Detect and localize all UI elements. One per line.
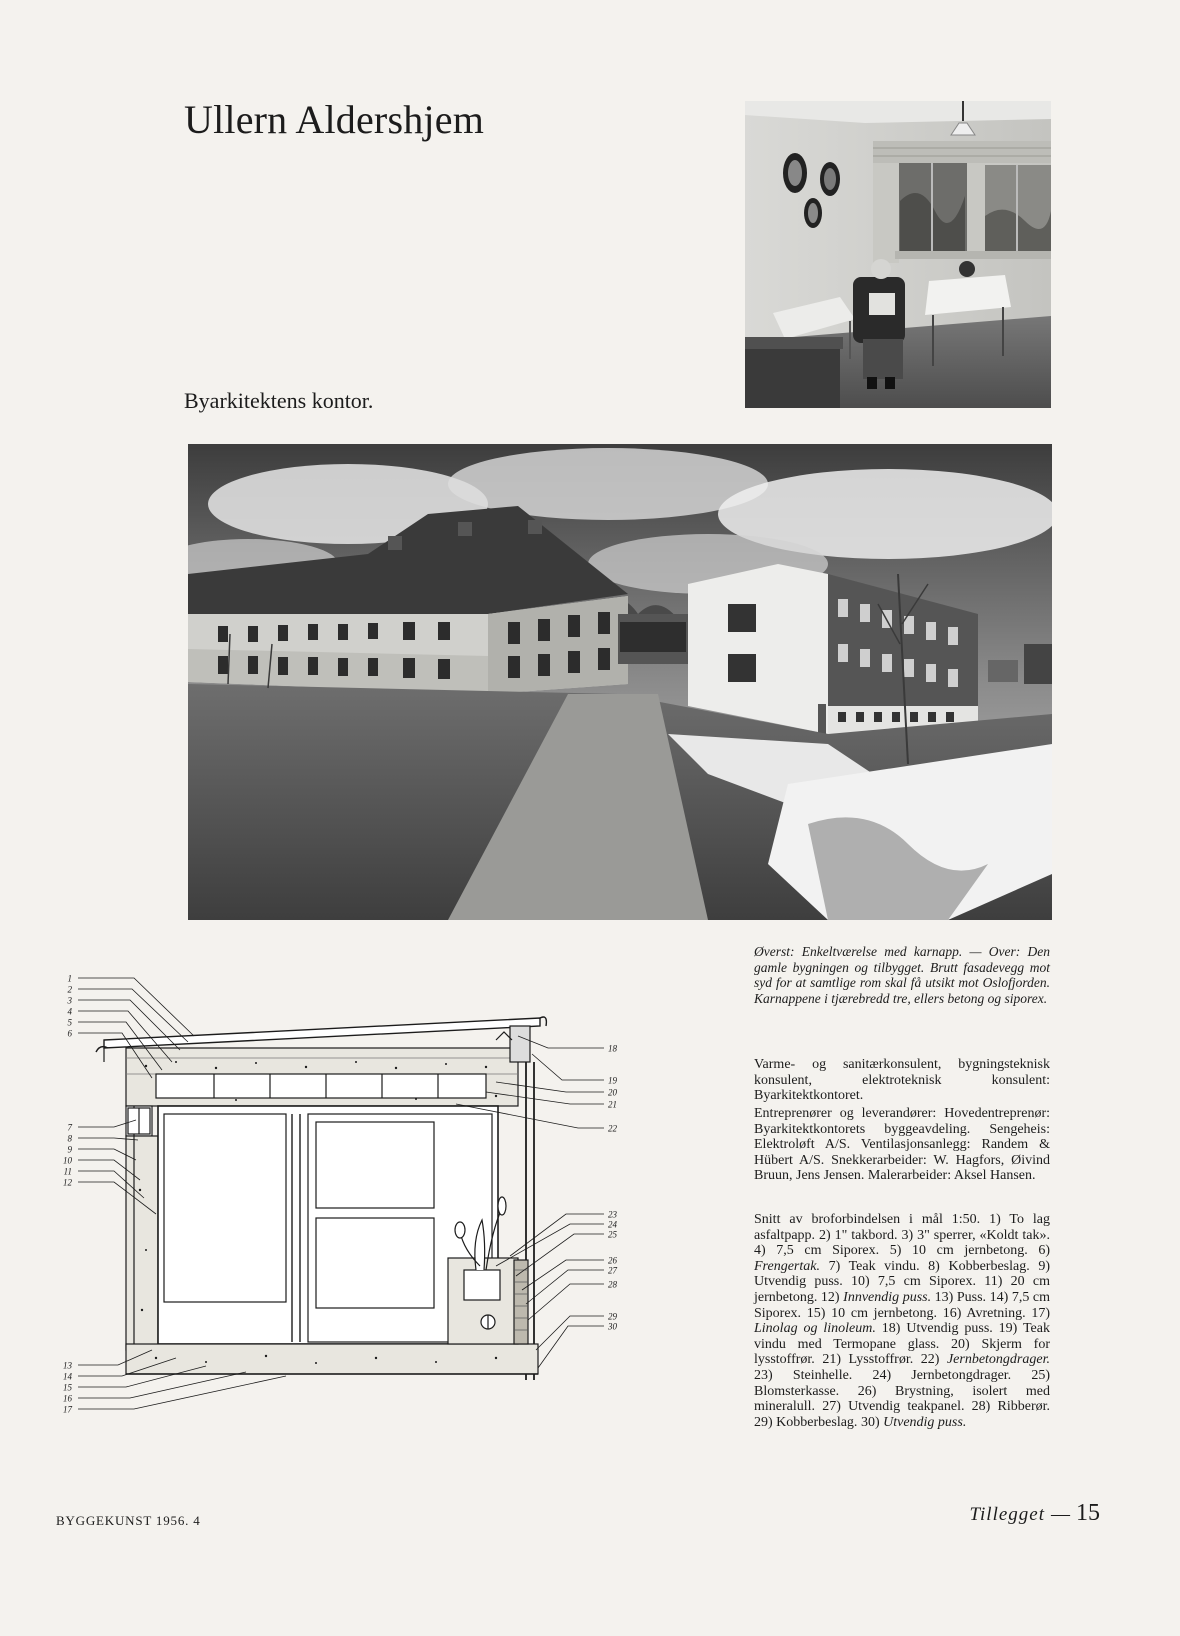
page-footer xyxy=(970,1500,1101,1527)
section-note-number: 22) xyxy=(913,1352,947,1368)
architect-credit: Byarkitektens kontor. xyxy=(184,388,374,413)
section-note-number: 16) xyxy=(937,1305,967,1321)
section-note-item xyxy=(843,1274,976,1289)
section-note-text: 1" takbord. xyxy=(834,1227,898,1243)
section-note-text: 7,5 cm Siporex. xyxy=(776,1243,880,1259)
section-note-number: 17) xyxy=(1025,1305,1050,1321)
drawing-label: 16 xyxy=(63,1393,72,1404)
section-note-item xyxy=(857,1415,966,1430)
page-title: Ullern Aldershjem xyxy=(184,97,485,142)
section-notes-items xyxy=(754,1212,1050,1430)
drawing-label: 28 xyxy=(608,1279,617,1290)
section-note-number: 9) xyxy=(1029,1258,1050,1274)
section-note-text: 7,5 cm Siporex. xyxy=(877,1274,977,1290)
section-note-text: Teak vindu med Termopane glass. xyxy=(754,1321,1050,1352)
section-note-number: 11) xyxy=(976,1274,1011,1290)
section-note-item xyxy=(920,1259,1030,1274)
section-note-text: 7,5 cm Siporex. xyxy=(754,1289,1050,1321)
photo-caption: Øverst: Enkeltværelse med karnapp. — Over: Den gamle bygningen og tilbygget. Brutt fasadevegg mot syd for at samtlige rom skal få utsikt mot Oslofjorden. Karnappene i tjærebredd tre, ellers betong og siporex. xyxy=(754,944,1050,1006)
section-note-text: 20 cm jernbetong. xyxy=(754,1274,1050,1305)
section-note-number: 8) xyxy=(919,1258,949,1274)
section-notes-paragraph xyxy=(754,1212,1050,1430)
section-note-item xyxy=(815,1228,898,1243)
section-note-number: 1) xyxy=(989,1212,1010,1227)
drawing-label: 21 xyxy=(608,1099,617,1110)
room-photo xyxy=(745,101,1051,408)
drawing-label: 11 xyxy=(63,1166,72,1177)
section-note-number: 19) xyxy=(992,1321,1023,1337)
section-note-text: Avretning. xyxy=(966,1305,1026,1321)
drawing-label: 1 xyxy=(67,973,72,984)
section-drawing xyxy=(56,970,626,1450)
section-notes xyxy=(754,1212,1050,1430)
drawing-label: 10 xyxy=(63,1155,72,1166)
drawing-label: 15 xyxy=(63,1382,72,1393)
section-note-item xyxy=(815,1399,964,1414)
drawing-label: 25 xyxy=(608,1229,617,1240)
section-note-text: 10 cm jernbetong. xyxy=(912,1243,1028,1259)
drawing-label: 12 xyxy=(63,1177,72,1188)
section-note-text: 10 cm jernbetong. xyxy=(831,1305,938,1321)
section-note-item xyxy=(815,1352,913,1367)
drawing-label: 2 xyxy=(67,984,72,995)
drawing-label: 22 xyxy=(608,1123,617,1134)
section-note-item xyxy=(913,1352,1050,1367)
drawing-label: 20 xyxy=(608,1087,617,1098)
section-note-item xyxy=(937,1306,1026,1321)
section-note-number: 15) xyxy=(801,1305,832,1321)
section-note-number: 27) xyxy=(815,1399,849,1415)
section-note-text: Utvendig teakpanel. xyxy=(848,1399,965,1415)
section-note-text: Skjerm for lysstoffrør. xyxy=(754,1336,1050,1368)
section-note-text: 3" sperrer, «Koldt tak». xyxy=(917,1227,1050,1243)
section-note-item xyxy=(852,1368,1011,1383)
supplement-label: Tillegget xyxy=(969,1504,1045,1525)
consultants-paragraph: Varme- og sanitærkonsulent, bygningsteknisk konsulent, elektroteknisk konsulent: Byarkitektkontoret. xyxy=(754,1057,1050,1104)
drawing-label: 19 xyxy=(608,1075,617,1086)
drawing-label: 8 xyxy=(67,1133,72,1144)
section-note-item xyxy=(931,1290,986,1305)
building-photo xyxy=(188,444,1052,920)
drawing-label: 29 xyxy=(608,1311,617,1322)
section-note-number: 28) xyxy=(964,1399,998,1415)
drawing-label: 4 xyxy=(67,1006,72,1017)
section-note-item xyxy=(817,1290,931,1305)
contractors-paragraph: Entreprenører og leverandører: Hovedentreprenør: Byarkitektkontorets byggeavdeling. Sengeheis: Elektroløft A/S. Ventilasjonsanlegg: Randem & Hübert A/S. Snekkerarbeider: W. Hagfors, Øivind Bruun, Jens Jensen. Malerarbeider: Aksel Hansen. xyxy=(754,1106,1050,1184)
section-note-number: 21) xyxy=(814,1352,849,1368)
section-note-number: 13) xyxy=(931,1289,957,1305)
drawing-label: 27 xyxy=(608,1265,617,1276)
section-note-number: 6) xyxy=(1027,1243,1050,1259)
section-note-text: Brystning, isolert med mineralull. xyxy=(754,1383,1050,1415)
section-note-text: Blomsterkasse. xyxy=(754,1383,840,1399)
section-note-text: Teak vindu. xyxy=(848,1258,920,1274)
section-note-text: Utvendig puss. xyxy=(754,1274,843,1290)
footer-dash: — xyxy=(1051,1504,1070,1525)
section-note-number: 26) xyxy=(839,1383,895,1399)
section-note-number: 25) xyxy=(1011,1367,1050,1383)
section-note-number: 18) xyxy=(875,1321,907,1337)
drawing-label: 18 xyxy=(608,1043,617,1054)
section-note-number: 3) xyxy=(897,1227,918,1243)
section-note-number: 20) xyxy=(939,1336,982,1352)
drawing-label: 6 xyxy=(67,1028,72,1039)
drawing-label: 5 xyxy=(67,1017,72,1028)
section-note-text: Frengertak. xyxy=(754,1258,820,1274)
section-drawing-svg xyxy=(56,970,626,1450)
building-photo-image xyxy=(188,444,1052,920)
section-note-number: 4) xyxy=(754,1243,777,1259)
section-note-text: Puss. xyxy=(956,1289,987,1305)
section-note-item xyxy=(754,1368,852,1383)
drawing-label: 24 xyxy=(608,1219,617,1230)
section-note-number: 30) xyxy=(857,1414,884,1430)
section-note-text: Ribberør. xyxy=(997,1399,1050,1415)
section-note-number: 24) xyxy=(852,1367,912,1383)
drawing-label: 26 xyxy=(608,1255,617,1266)
section-note-number: 12) xyxy=(817,1289,844,1305)
section-note-item xyxy=(876,1321,993,1336)
page-number: 15 xyxy=(1076,1500,1100,1526)
section-note-item xyxy=(820,1259,920,1274)
section-note-text: Kobberbeslag. xyxy=(776,1414,858,1430)
section-note-text: Jernbetongdrager. xyxy=(946,1352,1050,1368)
section-note-text: Lysstoffrør. xyxy=(848,1352,914,1368)
section-note-item xyxy=(879,1243,1028,1258)
section-note-number: 29) xyxy=(754,1414,777,1430)
drawing-label: 3 xyxy=(67,995,72,1006)
section-note-text: Utvendig puss. xyxy=(883,1414,967,1430)
section-note-item xyxy=(754,1243,879,1258)
drawing-label: 17 xyxy=(63,1404,72,1415)
section-note-text: Jernbetongdrager. xyxy=(911,1367,1012,1383)
section-note-number: 5) xyxy=(879,1243,913,1259)
drawing-left-labels xyxy=(63,974,73,1415)
section-note-text: To lag asfaltpapp. xyxy=(754,1212,1050,1243)
section-note-text: Linolag og linoleum. xyxy=(754,1321,876,1337)
drawing-label: 9 xyxy=(67,1144,72,1155)
section-note-number: 2) xyxy=(815,1227,835,1243)
section-note-text: Utvendig puss. xyxy=(906,1321,993,1337)
section-notes-intro: Snitt av broforbindelsen i mål 1:50. xyxy=(754,1212,981,1227)
contractors-text xyxy=(754,1106,1050,1184)
section-note-item xyxy=(964,1399,1050,1414)
drawing-label: 14 xyxy=(63,1371,72,1382)
consultants-text xyxy=(754,1057,1050,1104)
drawing-label: 30 xyxy=(608,1321,617,1332)
section-note-text: Kobberbeslag. xyxy=(948,1258,1030,1274)
section-note-number: 10) xyxy=(842,1274,878,1290)
section-note-number: 14) xyxy=(986,1289,1012,1305)
section-note-text: Innvendig puss. xyxy=(843,1289,932,1305)
section-note-number: 23) xyxy=(754,1367,793,1383)
drawing-label: 23 xyxy=(608,1209,617,1220)
section-note-number: 7) xyxy=(819,1258,849,1274)
journal-issue: BYGGEKUNST 1956. 4 xyxy=(56,1513,201,1528)
section-note-item xyxy=(898,1228,1050,1243)
drawing-label: 13 xyxy=(63,1360,72,1371)
section-note-item xyxy=(754,1415,857,1430)
section-note-item xyxy=(801,1306,937,1321)
room-photo-image xyxy=(745,101,1051,408)
section-note-text: Steinhelle. xyxy=(792,1367,853,1383)
drawing-label: 7 xyxy=(67,1122,72,1133)
drawing-right-labels xyxy=(607,1044,618,1332)
